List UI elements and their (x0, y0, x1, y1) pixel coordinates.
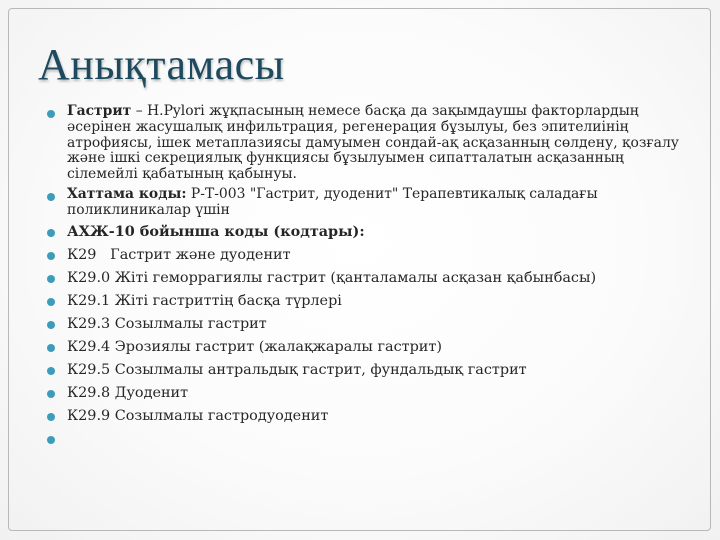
bullet-marker-icon (47, 110, 55, 118)
bullet-marker-icon (47, 275, 55, 283)
slide-title: Анықтамасы (38, 40, 285, 89)
bullet-text: Р-Т-003 "Гастрит, дуоденит" Терапевтикалық саладағы поликлиникалар үшін (67, 186, 598, 219)
bullet-item (44, 223, 684, 242)
bullet-item (44, 315, 684, 334)
bullet-marker-icon (47, 413, 55, 421)
bullet-item (44, 246, 684, 265)
bullet-marker-icon (47, 229, 55, 237)
bullet-marker-icon (47, 193, 55, 201)
bullet-text: К29 Гастрит және дуоденит (67, 247, 291, 264)
bullet-marker-icon (47, 390, 55, 398)
bullet-text: К29.0 Жіті геморрагиялы гастрит (қанталамалы асқазан қабынбасы) (67, 270, 597, 287)
bullet-text: К29.1 Жіті гастриттің басқа түрлері (67, 293, 342, 310)
bullet-text: К29.4 Эрозиялы гастрит (жалақжаралы гастрит) (67, 339, 442, 356)
bullet-item (44, 187, 684, 219)
bullet-term: Хаттама коды: (67, 186, 187, 203)
bullet-item (44, 338, 684, 357)
bullet-text: К29.3 Созылмалы гастрит (67, 316, 267, 333)
bullet-text: К29.5 Созылмалы антральдық гастрит, фундальдық гастрит (67, 362, 527, 379)
bullet-text: К29.9 Созылмалы гастродуоденит (67, 408, 329, 425)
bullet-term: Гастрит (67, 103, 132, 119)
bullet-marker-icon (47, 252, 55, 260)
bullet-marker-icon (47, 298, 55, 306)
bullet-marker-icon (47, 344, 55, 352)
bullet-list (44, 104, 684, 430)
bullet-text: – H.Pylori жұқпасының немесе басқа да зақымдаушы факторлардың әсерінен жасушалық инфильтрация, регенерация бұзылуы, без эпителиінің атрофиясы, ішек метаплазиясы дамуымен сондай-ақ асқазанның сөлдену, қозғалу және ішкі секрециялық функциясы бұзылуымен сипатталатын асқазанның сілемейлі қабатының қабынуы. (67, 103, 679, 183)
bullet-item (44, 104, 684, 183)
bullet-item (44, 269, 684, 288)
bullet-item (44, 407, 684, 426)
bullet-item (44, 384, 684, 403)
bullet-item (44, 292, 684, 311)
bullet-marker-icon (47, 321, 55, 329)
bullet-term: АХЖ-10 бойынша коды (кодтары): (67, 223, 365, 241)
bullet-marker-icon (47, 367, 55, 375)
bullet-text: К29.8 Дуоденит (67, 385, 189, 402)
bullet-item (44, 361, 684, 380)
